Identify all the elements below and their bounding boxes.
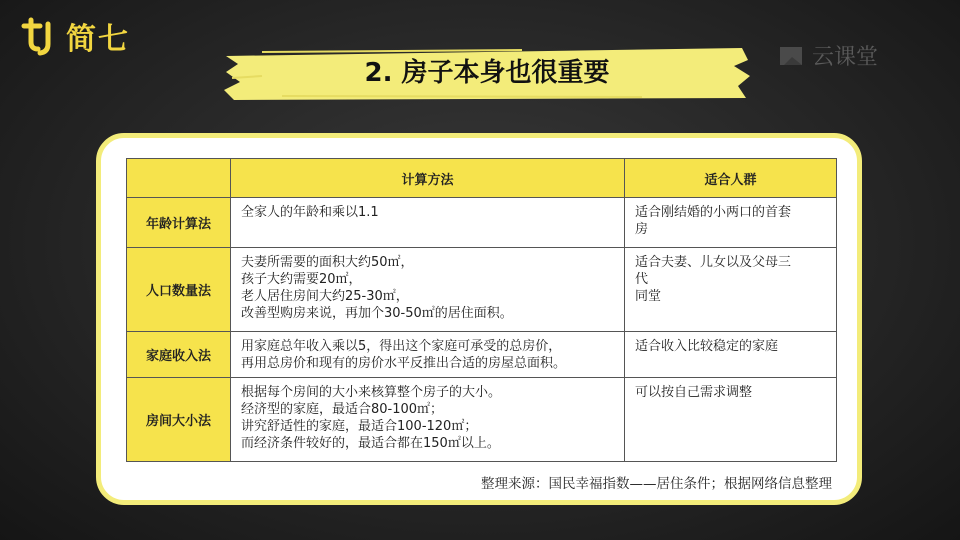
brand-name: 简七 [66, 22, 130, 57]
suit-line: 适合收入比较稳定的家庭 [635, 339, 779, 354]
calc-line: 老人居住房间大约25-30㎡， [241, 289, 409, 304]
table-row [127, 332, 837, 378]
page-title: 2. 房子本身也很重要 [364, 58, 610, 88]
tj-logo-icon [20, 16, 60, 56]
watermark-text: 云课堂 [812, 45, 879, 70]
method-name: 家庭收入法 [127, 332, 231, 378]
suit-line: 同堂 [635, 289, 662, 304]
header-cell-blank [127, 159, 231, 198]
calc-cell [231, 198, 625, 248]
calc-line: 经济型的家庭，最适合80-100㎡； [241, 402, 444, 417]
method-name: 年龄计算法 [127, 198, 231, 248]
calc-line: 根据每个房间的大小来核算整个房子的大小。 [241, 385, 502, 400]
suit-cell [625, 198, 837, 248]
methods-table [126, 158, 837, 462]
table-header-row [127, 159, 837, 198]
header-cell-calc: 计算方法 [231, 159, 625, 198]
calc-line: 全家人的年龄和乘以1.1 [241, 205, 379, 220]
suit-line: 可以按自己需求调整 [635, 385, 753, 400]
method-name: 房间大小法 [127, 378, 231, 462]
header-cell-suit: 适合人群 [625, 159, 837, 198]
calc-cell [231, 332, 625, 378]
table-row [127, 378, 837, 462]
calc-line: 而经济条件较好的，最适合都在150㎡以上。 [241, 436, 500, 451]
source-note: 整理来源：国民幸福指数——居住条件；根据网络信息整理 [481, 476, 832, 492]
watermark [778, 40, 878, 71]
calc-line: 孩子大约需要20㎡， [241, 272, 362, 287]
suit-cell [625, 378, 837, 462]
calc-line: 讲究舒适性的家庭，最适合100-120㎡； [241, 419, 478, 434]
table-row [127, 198, 837, 248]
calc-line: 再用总房价和现有的房价水平反推出合适的房屋总面积。 [241, 356, 567, 371]
suit-line: 适合夫妻、儿女以及父母三 [635, 255, 792, 270]
calc-line: 改善型购房来说，再加个30-50㎡的居住面积。 [241, 306, 513, 321]
calc-line: 夫妻所需要的面积大约50㎡， [241, 255, 414, 270]
suit-cell [625, 332, 837, 378]
method-name: 人口数量法 [127, 248, 231, 332]
cloud-class-icon [778, 45, 806, 67]
calc-cell [231, 378, 625, 462]
suit-line: 代 [635, 272, 649, 287]
suit-line: 房 [635, 222, 649, 237]
calc-cell [231, 248, 625, 332]
suit-cell [625, 248, 837, 332]
brand-logo [20, 16, 130, 56]
calc-line: 用家庭总年收入乘以5，得出这个家庭可承受的总房价， [241, 339, 562, 354]
suit-line: 适合刚结婚的小两口的首套 [635, 205, 792, 220]
table-row [127, 248, 837, 332]
